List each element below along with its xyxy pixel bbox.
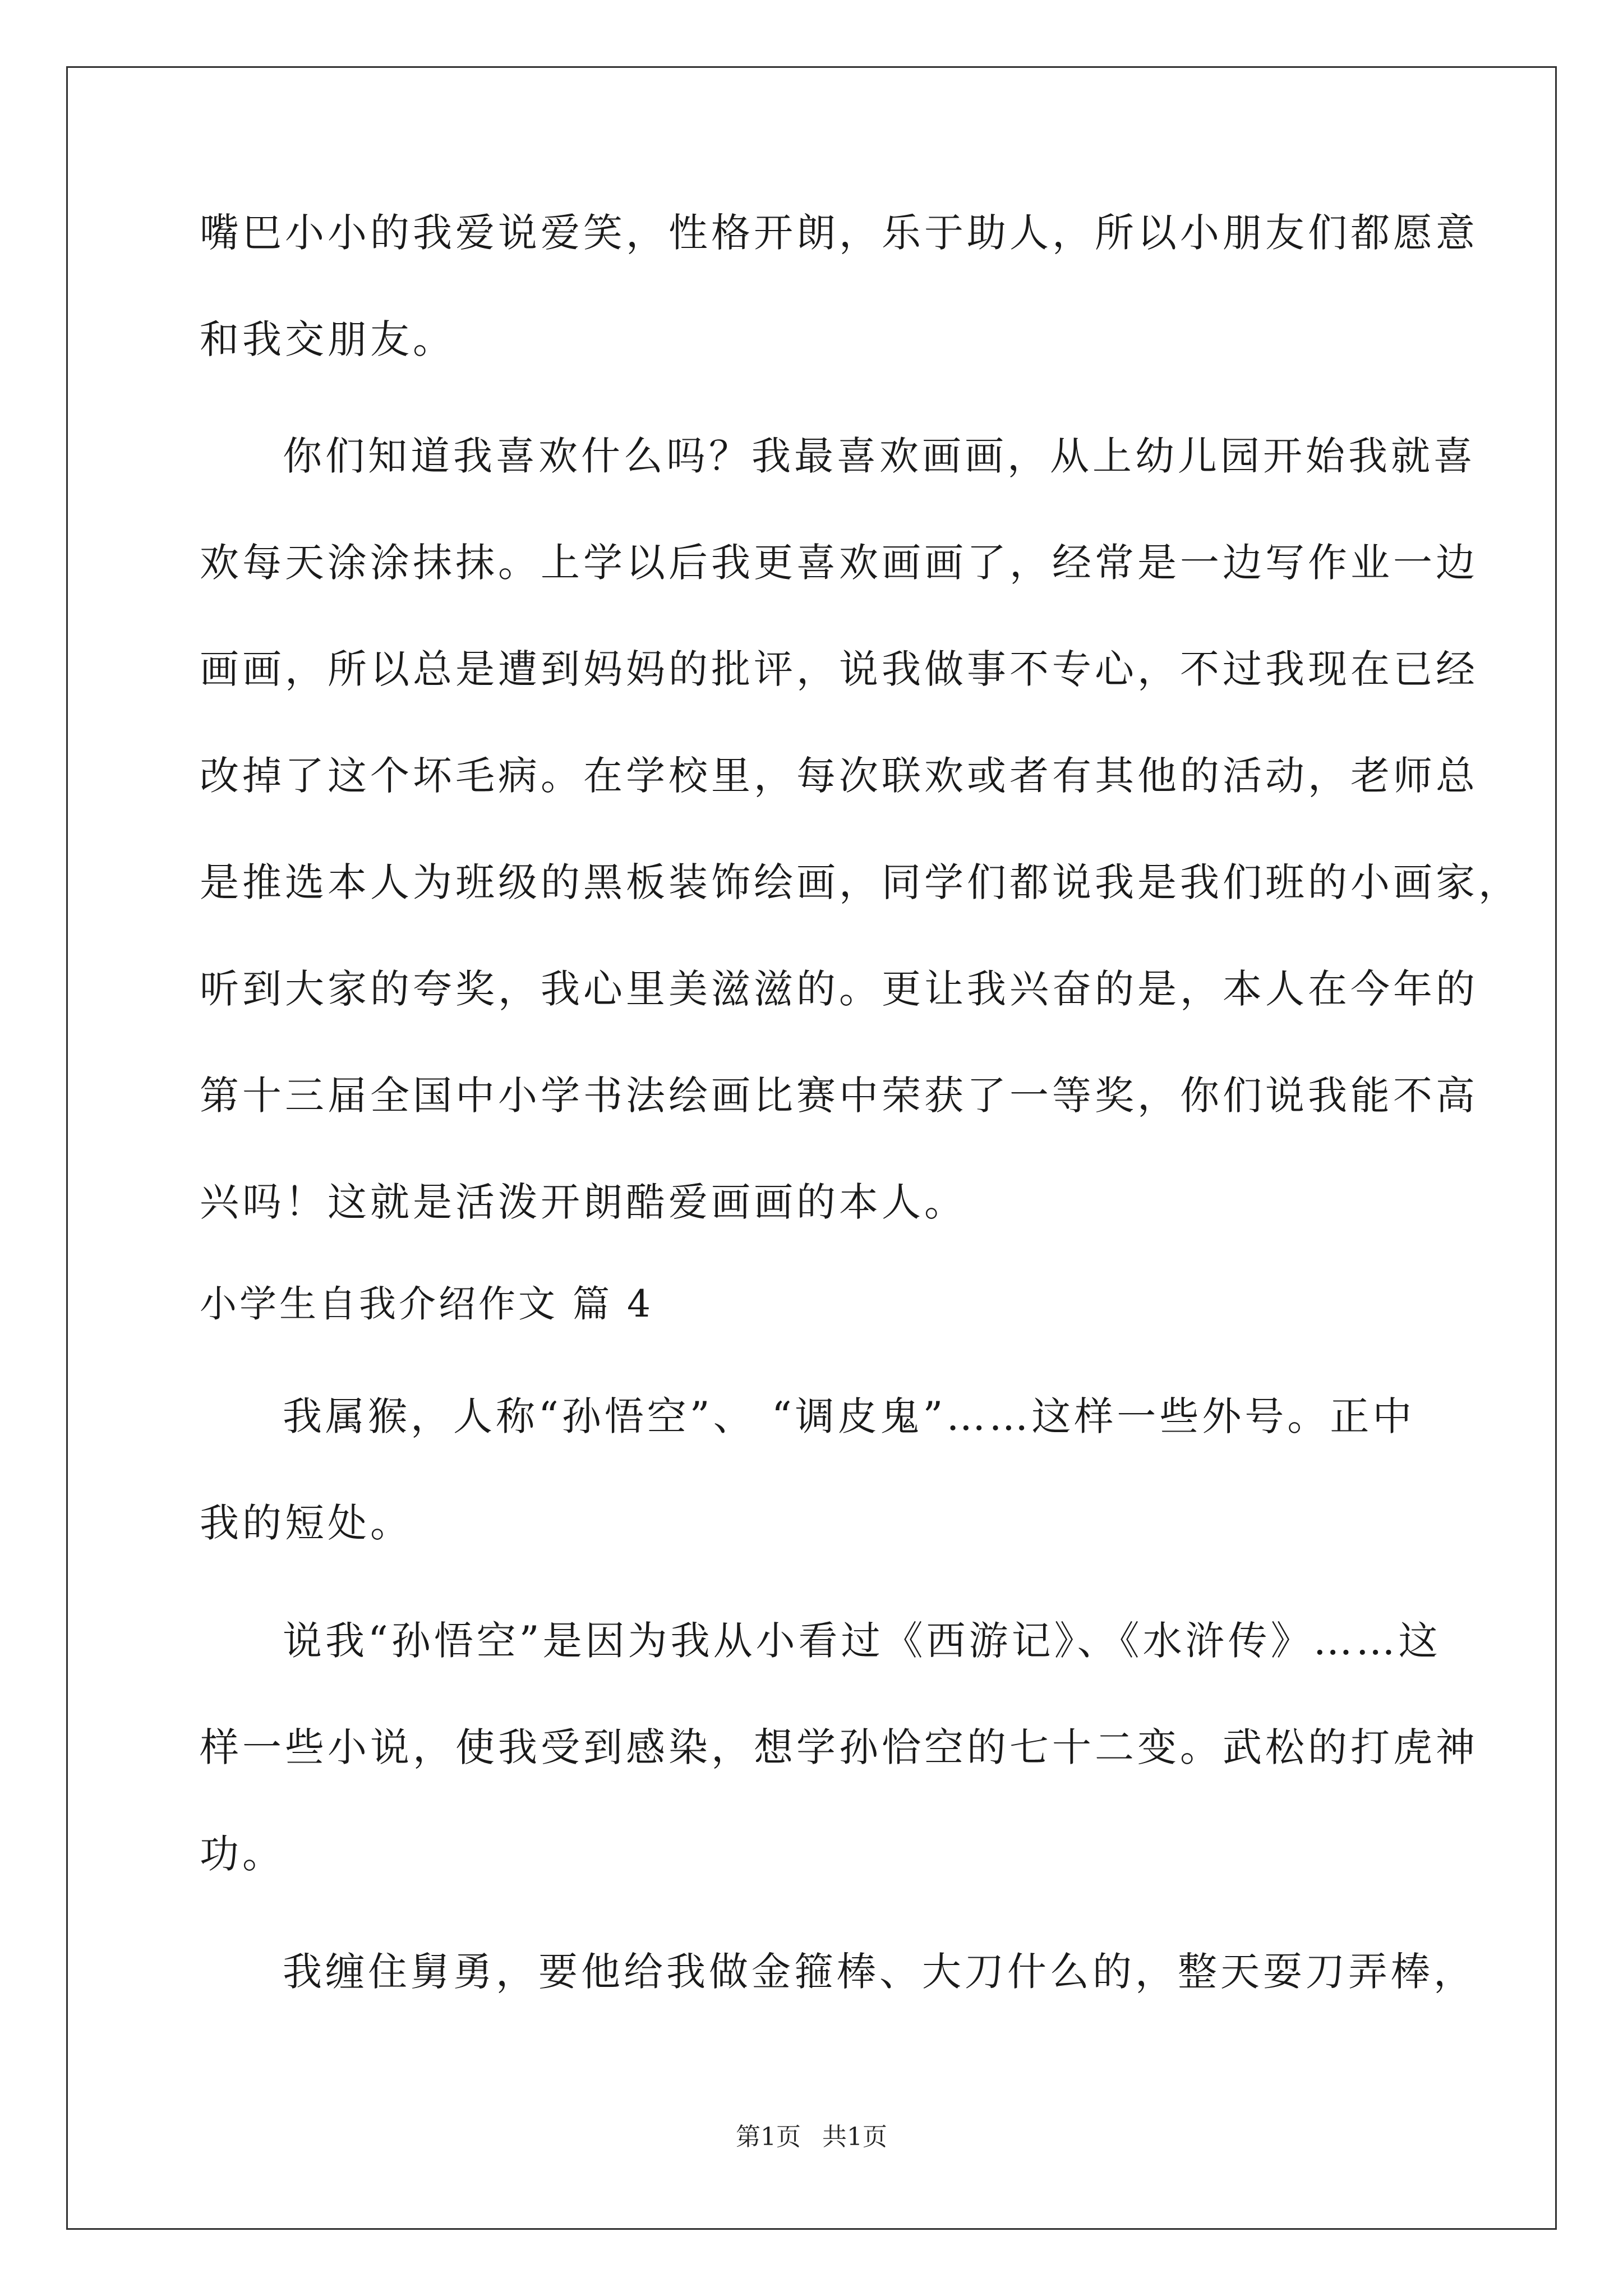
text-line: 样一些小说，使我受到感染，想学孙恰空的七十二变。武松的打虎神 xyxy=(200,1724,1478,1770)
text-line: 改掉了这个坏毛病。在学校里，每次联欢或者有其他的活动，老师总 xyxy=(200,753,1478,799)
paragraph-start-line: 我缠住舅勇，要他给我做金箍棒、大刀什么的，整天耍刀弄棒， xyxy=(283,1949,1476,1995)
text-line: 欢每天涂涂抹抹。上学以后我更喜欢画画了，经常是一边写作业一边 xyxy=(200,540,1478,586)
page-total: 共1页 xyxy=(822,2123,887,2151)
text-line: 第十三届全国中小学书法绘画比赛中荣获了一等奖，你们说我能不高 xyxy=(200,1073,1478,1119)
paragraph-start-line: 说我“孙悟空”是因为我从小看过《西游记》、《水浒传》……这 xyxy=(283,1618,1441,1664)
page-number: 第1页 xyxy=(736,2123,801,2151)
section-heading: 小学生自我介绍作文 篇 4 xyxy=(200,1282,653,1326)
text-line: 画画，所以总是遭到妈妈的批评，说我做事不专心，不过我现在已经 xyxy=(200,646,1478,692)
page-border xyxy=(66,66,1557,2230)
paragraph-start-line: 我属猴，人称“孙悟空”、 “调皮鬼”……这样一些外号。正中 xyxy=(283,1393,1415,1439)
text-line: 和我交朋友。 xyxy=(200,316,455,362)
text-line: 嘴巴小小的我爱说爱笑，性格开朗，乐于助人，所以小朋友们都愿意 xyxy=(200,210,1478,256)
text-line: 功。 xyxy=(200,1831,285,1877)
page-footer xyxy=(0,2120,1623,2154)
text-line: 我的短处。 xyxy=(200,1500,413,1546)
text-line: 兴吗！这就是活泼开朗酷爱画画的本人。 xyxy=(200,1179,967,1225)
text-line: 是推选本人为班级的黑板装饰绘画，同学们都说我是我们班的小画家， xyxy=(200,859,1521,905)
paragraph-start-line: 你们知道我喜欢什么吗？我最喜欢画画，从上幼儿园开始我就喜 xyxy=(283,433,1476,479)
text-line: 听到大家的夸奖，我心里美滋滋的。更让我兴奋的是，本人在今年的 xyxy=(200,966,1478,1012)
